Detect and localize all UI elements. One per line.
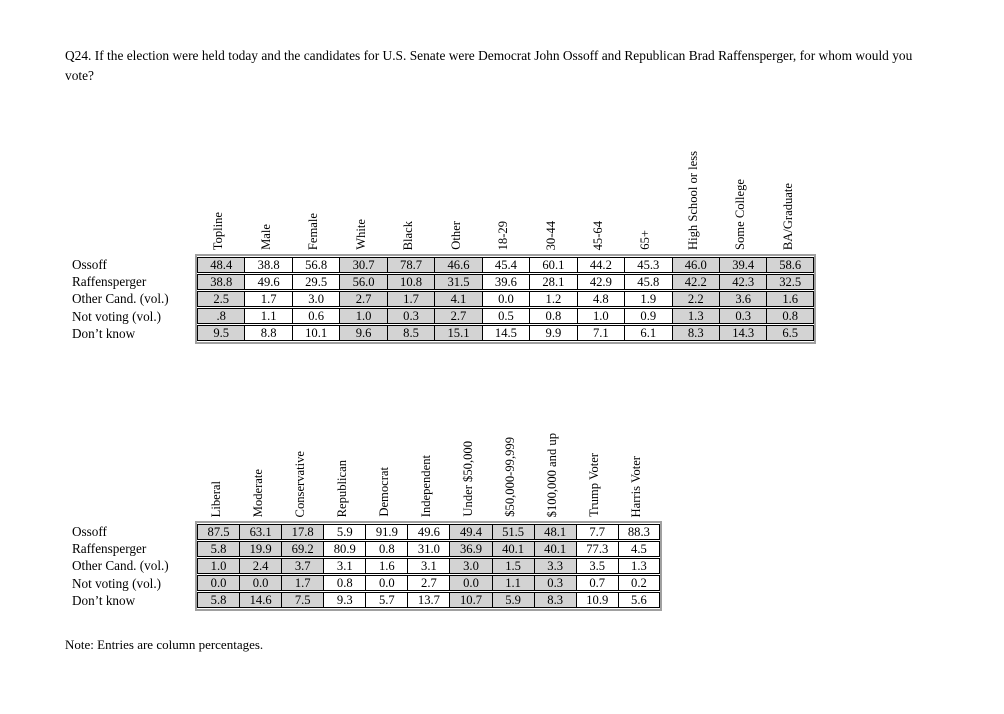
- table-cell: 3.0: [292, 291, 339, 307]
- column-header: [575, 122, 622, 250]
- column-header-label: Harris Voter: [629, 455, 644, 517]
- table-cell: 2.7: [407, 575, 449, 591]
- column-header: [717, 122, 764, 250]
- table-cell: 4.5: [618, 541, 660, 557]
- table-cell: 69.2: [281, 541, 323, 557]
- table-cell: 2.5: [197, 291, 244, 307]
- table-cell: 4.1: [434, 291, 481, 307]
- crosstab-table-demographics: [72, 122, 820, 348]
- column-header-label: 65+: [638, 230, 653, 250]
- table-cell: 14.5: [482, 325, 529, 341]
- column-header-label: Female: [306, 212, 321, 250]
- table-cell: 1.6: [766, 291, 814, 307]
- crosstab-table-politics: [72, 405, 666, 615]
- table-row: [197, 592, 660, 608]
- table-row: [197, 274, 814, 290]
- column-header: [279, 405, 321, 517]
- table-cell: 1.6: [365, 558, 407, 574]
- column-header-label: Under $50,000: [461, 441, 476, 517]
- column-headers: [195, 122, 812, 250]
- table-cell: 39.6: [482, 274, 529, 290]
- question-text: Q24. If the election were held today and the candidates for U.S. Senate were Democrat John Ossoff and Republican Brad Raffensperger, for whom would you vote?: [65, 48, 913, 83]
- column-headers: [195, 405, 658, 517]
- table-cell: 8.3: [672, 325, 719, 341]
- row-label: Not voting (vol.): [72, 575, 162, 591]
- table-cell: 1.1: [492, 575, 534, 591]
- column-header-label: 45-64: [590, 220, 605, 250]
- column-header-label: 18-29: [496, 220, 511, 250]
- column-header: [622, 122, 669, 250]
- row-label: Raffensperger: [72, 541, 147, 557]
- table-cell: 1.7: [244, 291, 291, 307]
- column-header-label: Male: [258, 224, 273, 250]
- table-cell: 14.6: [239, 592, 281, 608]
- column-header: [242, 122, 289, 250]
- table-cell: 3.1: [407, 558, 449, 574]
- row-label: Don’t know: [72, 592, 136, 608]
- table-cell: 28.1: [529, 274, 576, 290]
- column-header: [337, 122, 384, 250]
- table-cell: 40.1: [492, 541, 534, 557]
- table-cell: 9.6: [339, 325, 386, 341]
- table-cell: 1.2: [529, 291, 576, 307]
- row-label: Ossoff: [72, 257, 107, 272]
- table-cell: 42.2: [672, 274, 719, 290]
- table-cell: 5.8: [197, 541, 239, 557]
- column-header: [574, 405, 616, 517]
- table-cell: 45.4: [482, 257, 529, 273]
- row-label: Raffensperger: [72, 274, 147, 290]
- table-cell: 10.9: [576, 592, 618, 608]
- column-header-label: Trump Voter: [587, 453, 602, 517]
- table-cell: 1.3: [618, 558, 660, 574]
- table-cell: 42.3: [719, 274, 766, 290]
- table-cell: 91.9: [365, 524, 407, 540]
- column-header-label: Moderate: [250, 468, 265, 517]
- column-header: [290, 122, 337, 250]
- table-cell: 80.9: [323, 541, 365, 557]
- column-header: [195, 122, 242, 250]
- table-cell: 0.0: [239, 575, 281, 591]
- table-cell: 5.8: [197, 592, 239, 608]
- table-cell: 1.0: [339, 308, 386, 324]
- table-cell: 10.7: [449, 592, 491, 608]
- data-grid-table: [197, 523, 660, 609]
- table-cell: 87.5: [197, 524, 239, 540]
- table-cell: 1.7: [387, 291, 434, 307]
- table-row: [197, 325, 814, 341]
- table-cell: .8: [197, 308, 244, 324]
- table-cell: 0.0: [197, 575, 239, 591]
- table-cell: 49.6: [407, 524, 449, 540]
- column-header-label: Some College: [733, 178, 748, 250]
- table-cell: 13.7: [407, 592, 449, 608]
- table-cell: 6.1: [624, 325, 671, 341]
- table-cell: 8.8: [244, 325, 291, 341]
- column-header: [532, 405, 574, 517]
- column-header: [527, 122, 574, 250]
- table-cell: 2.7: [339, 291, 386, 307]
- row-labels: [72, 523, 194, 609]
- table-row: [197, 257, 814, 273]
- table-cell: 6.5: [766, 325, 814, 341]
- table-cell: 0.8: [365, 541, 407, 557]
- column-header-label: Conservative: [292, 450, 307, 517]
- table-cell: 15.1: [434, 325, 481, 341]
- column-header-label: BA/Graduate: [780, 182, 795, 250]
- table-cell: 40.1: [534, 541, 576, 557]
- table-cell: 88.3: [618, 524, 660, 540]
- column-header: [765, 122, 812, 250]
- column-header: [480, 122, 527, 250]
- column-header-label: 30-44: [543, 220, 558, 250]
- table-cell: 0.3: [719, 308, 766, 324]
- table-cell: 60.1: [529, 257, 576, 273]
- column-header: [448, 405, 490, 517]
- table-cell: 4.8: [577, 291, 624, 307]
- table-cell: 0.0: [365, 575, 407, 591]
- table-cell: 5.6: [618, 592, 660, 608]
- table-cell: 0.8: [529, 308, 576, 324]
- table-cell: 36.9: [449, 541, 491, 557]
- table-cell: 7.5: [281, 592, 323, 608]
- table-cell: 49.6: [244, 274, 291, 290]
- column-header: [321, 405, 363, 517]
- table-cell: 3.0: [449, 558, 491, 574]
- table-cell: 51.5: [492, 524, 534, 540]
- table-cell: 38.8: [197, 274, 244, 290]
- column-header-label: Other: [448, 221, 463, 250]
- table-cell: 3.7: [281, 558, 323, 574]
- table-cell: 78.7: [387, 257, 434, 273]
- column-header: [237, 405, 279, 517]
- column-header: [363, 405, 405, 517]
- note-text: Note: Entries are column percentages.: [65, 637, 264, 652]
- table-cell: 0.8: [766, 308, 814, 324]
- table-cell: 32.5: [766, 274, 814, 290]
- table-row: [197, 541, 660, 557]
- table-cell: 9.5: [197, 325, 244, 341]
- table-cell: 1.9: [624, 291, 671, 307]
- table-cell: 46.0: [672, 257, 719, 273]
- row-label: Other Cand. (vol.): [72, 291, 169, 307]
- column-header-label: Republican: [334, 459, 349, 517]
- column-header: [670, 122, 717, 250]
- table-cell: 0.7: [576, 575, 618, 591]
- row-label: Other Cand. (vol.): [72, 558, 169, 574]
- table-cell: 2.4: [239, 558, 281, 574]
- table-cell: 0.2: [618, 575, 660, 591]
- column-header: [490, 405, 532, 517]
- table-cell: 1.0: [197, 558, 239, 574]
- table-cell: 0.9: [624, 308, 671, 324]
- table-cell: 5.7: [365, 592, 407, 608]
- table-cell: 29.5: [292, 274, 339, 290]
- table-cell: 44.2: [577, 257, 624, 273]
- table-cell: 49.4: [449, 524, 491, 540]
- table-cell: 0.0: [449, 575, 491, 591]
- table-cell: 1.5: [492, 558, 534, 574]
- column-header: [405, 405, 447, 517]
- table-row: [197, 524, 660, 540]
- column-header: [616, 405, 658, 517]
- table-cell: 8.3: [534, 592, 576, 608]
- column-header: [385, 122, 432, 250]
- table-cell: 0.3: [387, 308, 434, 324]
- table-cell: 0.0: [482, 291, 529, 307]
- table-cell: 38.8: [244, 257, 291, 273]
- table-cell: 3.6: [719, 291, 766, 307]
- row-labels: [72, 256, 194, 342]
- table-cell: 7.1: [577, 325, 624, 341]
- table-cell: 3.3: [534, 558, 576, 574]
- table-cell: 1.3: [672, 308, 719, 324]
- table-cell: 7.7: [576, 524, 618, 540]
- table-cell: 0.6: [292, 308, 339, 324]
- table-cell: 8.5: [387, 325, 434, 341]
- table-cell: 10.1: [292, 325, 339, 341]
- table-cell: 56.0: [339, 274, 386, 290]
- table-cell: 48.4: [197, 257, 244, 273]
- row-label: Ossoff: [72, 524, 107, 539]
- column-header: [432, 122, 479, 250]
- table-cell: 1.0: [577, 308, 624, 324]
- table-cell: 9.9: [529, 325, 576, 341]
- table-cell: 46.6: [434, 257, 481, 273]
- table-cell: 30.7: [339, 257, 386, 273]
- table-cell: 45.3: [624, 257, 671, 273]
- table-row: [197, 291, 814, 307]
- table-cell: 0.8: [323, 575, 365, 591]
- column-header-label: Black: [401, 220, 416, 250]
- table-cell: 3.1: [323, 558, 365, 574]
- table-cell: 17.8: [281, 524, 323, 540]
- table-cell: 0.3: [534, 575, 576, 591]
- table-cell: 39.4: [719, 257, 766, 273]
- table-cell: 5.9: [492, 592, 534, 608]
- table-row: [197, 575, 660, 591]
- table-cell: 31.5: [434, 274, 481, 290]
- data-grid: [195, 521, 662, 611]
- column-header-label: $100,000 and up: [545, 432, 560, 517]
- table-cell: 9.3: [323, 592, 365, 608]
- table-row: [197, 308, 814, 324]
- table-cell: 42.9: [577, 274, 624, 290]
- table-cell: 14.3: [719, 325, 766, 341]
- table-cell: 56.8: [292, 257, 339, 273]
- table-cell: 77.3: [576, 541, 618, 557]
- table-cell: 1.1: [244, 308, 291, 324]
- table-cell: 10.8: [387, 274, 434, 290]
- table-cell: 2.7: [434, 308, 481, 324]
- table-cell: 0.5: [482, 308, 529, 324]
- row-label: Don’t know: [72, 325, 136, 341]
- column-header-label: White: [353, 219, 368, 250]
- row-label: Not voting (vol.): [72, 308, 162, 324]
- table-cell: 19.9: [239, 541, 281, 557]
- table-cell: 2.2: [672, 291, 719, 307]
- table-cell: 31.0: [407, 541, 449, 557]
- column-header-label: High School or less: [685, 151, 700, 250]
- table-cell: 45.8: [624, 274, 671, 290]
- table-cell: 63.1: [239, 524, 281, 540]
- column-header-label: Independent: [419, 454, 434, 517]
- column-header-label: $50,000-99,999: [503, 437, 518, 517]
- table-cell: 1.7: [281, 575, 323, 591]
- table-cell: 5.9: [323, 524, 365, 540]
- column-header-label: Liberal: [208, 480, 223, 517]
- data-grid-table: [197, 256, 814, 342]
- column-header: [195, 405, 237, 517]
- table-row: [197, 558, 660, 574]
- column-header-label: Democrat: [376, 467, 391, 517]
- table-cell: 3.5: [576, 558, 618, 574]
- data-grid: [195, 254, 816, 344]
- table-cell: 58.6: [766, 257, 814, 273]
- table-cell: 48.1: [534, 524, 576, 540]
- column-header-label: Topline: [211, 211, 226, 250]
